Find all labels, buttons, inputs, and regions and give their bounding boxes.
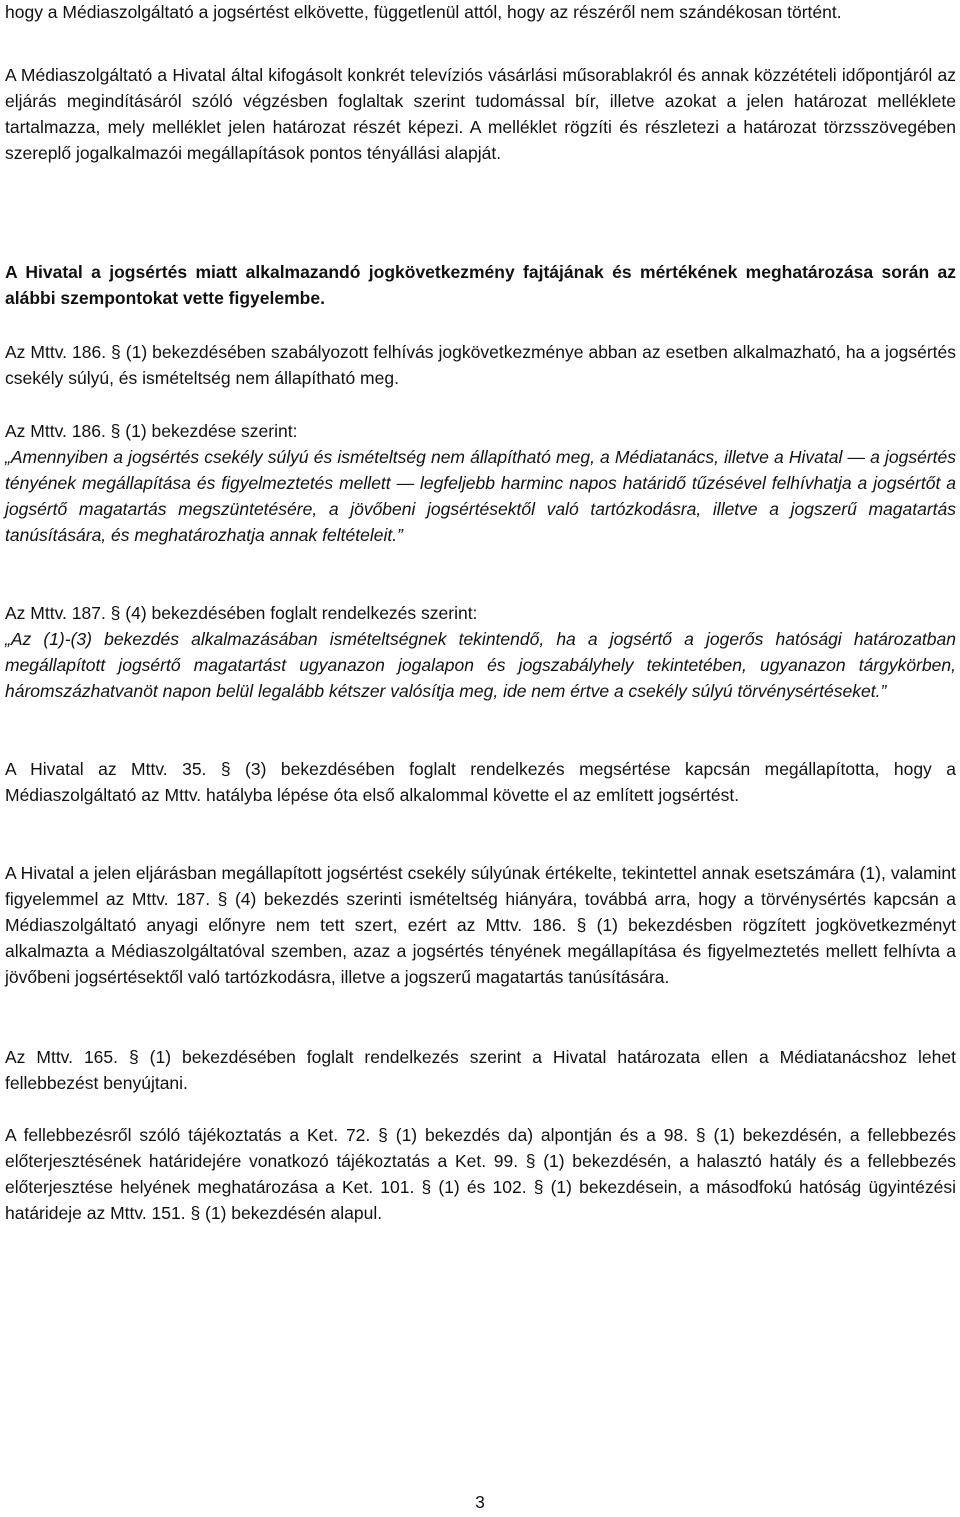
quote-187: „Az (1)-(3) bekezdés alkalmazásában ismételtségnek tekintendő, ha a jogsértő a jogerős hatósági határozatban megállapított jogsértő magatartást ugyanazon jogalapon és jogszabályhely tekintetében, ugyanazon tárgykörben, háromszázhatvanöt napon belül legalább kétszer valósítja meg, ide nem értve a csekély súlyú törvénysértéseket.” — [5, 629, 956, 701]
paragraph-intro-continuation: hogy a Médiaszolgáltató a jogsértést elkövette, függetlenül attól, hogy az részéről nem szándékosan történt. — [5, 2, 842, 22]
paragraph-186-intro: Az Mttv. 186. § (1) bekezdése szerint: — [5, 421, 298, 441]
paragraph-186-summary: Az Mttv. 186. § (1) bekezdésében szabályozott felhívás jogkövetkezménye abban az esetben alkalmazható, ha a jogsértés csekély súlyú, és ismételtség nem állapítható meg. — [5, 342, 956, 388]
page-number: 3 — [475, 1492, 485, 1512]
paragraph-appeal-info: A fellebbezésről szóló tájékoztatás a Ket. 72. § (1) bekezdés da) alpontján és a 98. § (1) bekezdésén, a fellebbezés előterjesztésének határidejére vonatkozó tájékoztatás a Ket. 99. § (1) bekezdésén, a halasztó hatály és a fellebbezés előterjesztése helyének meghatározása a Ket. 101. § (1) és 102. § (1) bekezdésein, a másodfokú hatóság ügyintézési határideje az Mttv. 151. § (1) bekezdésén alapul. — [5, 1125, 956, 1223]
paragraph-assessment: A Hivatal a jelen eljárásban megállapított jogsértést csekély súlyúnak értékelte, tekintettel annak esetszámára (1), valamint figyelemmel az Mttv. 187. § (4) bekezdés szerinti ismételtség hiányára, továbbá arra, hogy a törvénysértés kapcsán a Médiaszolgáltató anyagi előnyre nem tett szert, ezért az Mttv. 186. § (1) bekezdésben rögzített jogkövetkezményt alkalmazta a Médiaszolgáltatóval szemben, azaz a jogsértés tényének megállapítása és figyelmeztetés mellett felhívta a jövőbeni jogsértésektől való tartózkodásra, illetve a jogszerű magatartás tanúsítására. — [5, 863, 956, 987]
paragraph-appeal: Az Mttv. 165. § (1) bekezdésében foglalt rendelkezés szerint a Hivatal határozata ellen a Médiatanácshoz lehet fellebbezést benyújtani. — [5, 1047, 956, 1093]
paragraph-35-finding: A Hivatal az Mttv. 35. § (3) bekezdésében foglalt rendelkezés megsértése kapcsán megállapította, hogy a Médiaszolgáltató az Mttv. hatályba lépése óta első alkalommal követte el az említett jogsértést. — [5, 759, 956, 805]
quote-186: „Amennyiben a jogsértés csekély súlyú és ismételtség nem állapítható meg, a Médiatanács, illetve a Hivatal — a jogsértés tényének megállapítása és figyelmeztetés mellett — legfeljebb harminc napos határidő tűzésével felhívhatja a jogsértőt a jogsértő magatartás megszüntetésére, a jövőbeni jogsértésektől való tartózkodásra, illetve a jogszerű magatartás tanúsítására, és meghatározhatja annak feltételeit.” — [5, 447, 956, 545]
paragraph-annex: A Médiaszolgáltató a Hivatal által kifogásolt konkrét televíziós vásárlási műsorablakról és annak közzétételi időpontjáról az eljárás megindításáról szóló végzésben foglaltak szerint tudomással bír, illetve azokat a jelen határozat melléklete tartalmazza, mely melléklet jelen határozat részét képezi. A melléklet rögzíti és részletezi a határozat törzsszövegében szereplő jogalkalmazói megállapítások pontos tényállási alapját. — [5, 65, 956, 163]
paragraph-187-intro: Az Mttv. 187. § (4) bekezdésében foglalt rendelkezés szerint: — [5, 603, 478, 623]
paragraph-considerations-heading: A Hivatal a jogsértés miatt alkalmazandó jogkövetkezmény fajtájának és mértékének meghatározása során az alábbi szempontokat vette figyelembe. — [5, 262, 956, 308]
